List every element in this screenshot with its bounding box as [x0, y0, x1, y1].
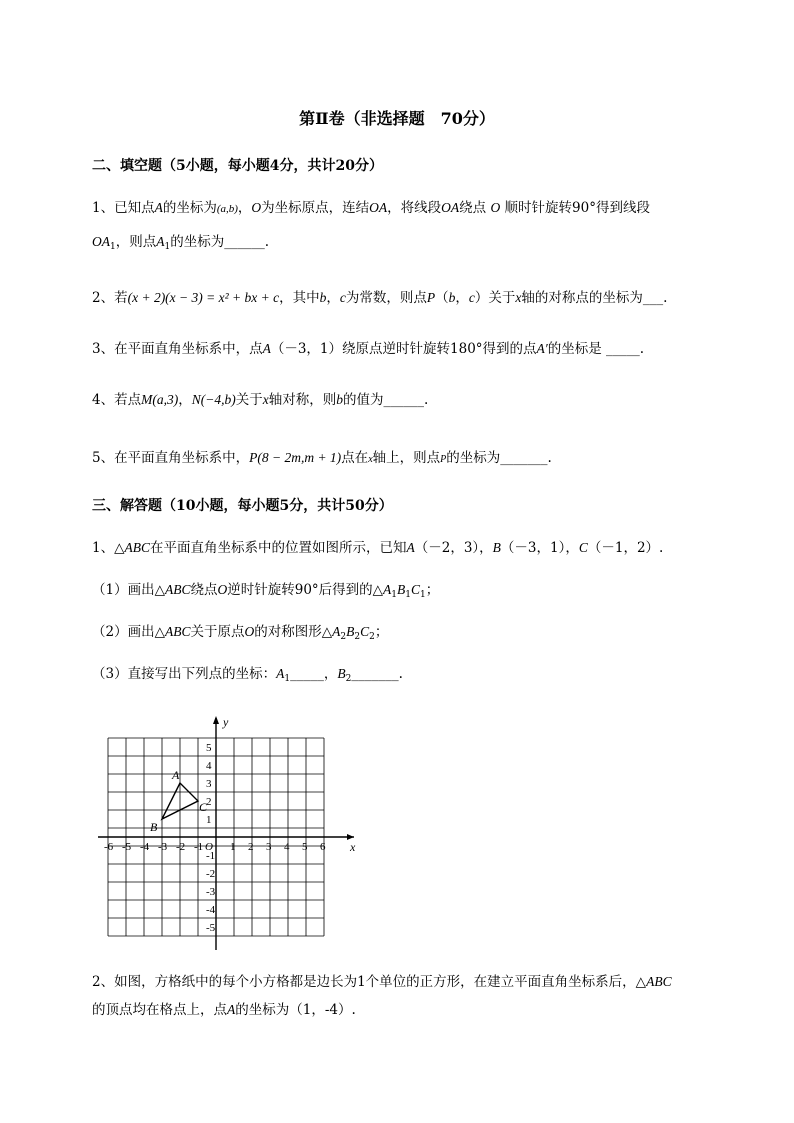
y-tick-label: 4 [206, 760, 212, 772]
text: ，其中 [279, 290, 320, 306]
text: ； [374, 624, 389, 640]
var: x [515, 290, 522, 305]
page-title: 第Ⅱ卷（非选择题 70分） [299, 109, 495, 128]
vertex-label-a: A [172, 768, 180, 782]
var: b [319, 290, 327, 305]
question-number: 2、 [92, 974, 115, 990]
var: x [262, 392, 269, 407]
x-tick-label: 2 [248, 841, 254, 853]
var: P [440, 454, 447, 465]
x-tick-label: -5 [122, 841, 132, 853]
var: B [346, 624, 355, 639]
question-number: 4、 [92, 392, 115, 408]
text: 顺时针旋转90°得到线段 [504, 200, 650, 216]
solve-q1-part3 [92, 664, 403, 689]
text: 若点 [114, 392, 142, 408]
text: 绕点 [459, 200, 487, 216]
text: 的坐标为 [162, 200, 217, 216]
question-number: 3、 [92, 341, 115, 357]
text: 的对称图形△ [254, 624, 333, 640]
fill-q1-line1 [92, 198, 650, 219]
y-tick-label: -1 [206, 850, 216, 862]
text: （－3，1）， [500, 540, 579, 556]
question-number: 5、 [92, 450, 115, 466]
solve-q2-line1 [92, 972, 672, 992]
fill-q2 [92, 288, 667, 308]
text: 在平面直角坐标系中的位置如图所示，已知 [149, 540, 407, 556]
text: 绕点 [190, 582, 218, 598]
text: 轴对称，则 [268, 392, 337, 408]
var: ABC [164, 582, 191, 597]
var: b [448, 290, 456, 305]
y-tick-label: 2 [206, 796, 212, 808]
answer-blank[interactable]: _____ [290, 666, 324, 682]
text: 为常数，则点 [345, 290, 427, 306]
subscript: 2 [369, 632, 375, 642]
x-tick-label: 4 [284, 841, 290, 853]
var: OA [92, 234, 110, 249]
var: A [332, 624, 341, 639]
x-tick-label: 5 [302, 841, 308, 853]
var: OA [441, 200, 460, 215]
question-number: 1、 [92, 200, 115, 216]
expression: P(8 − 2m,m + 1) [249, 450, 342, 465]
var: ABC [646, 974, 672, 989]
var: B [397, 582, 406, 597]
text: ， [237, 200, 252, 216]
subscript: 1 [284, 674, 291, 684]
y-tick-label: -3 [206, 886, 216, 898]
text: ）关于 [474, 290, 516, 306]
y-tick-label: -5 [206, 922, 216, 934]
y-axis-label: y [223, 715, 229, 729]
var: O [217, 582, 228, 597]
text: 的坐标为_______. [446, 450, 552, 466]
subscript: 1 [391, 590, 398, 600]
subscript: 2 [354, 632, 361, 642]
var: A [383, 582, 392, 597]
vertex-label-c: C [199, 800, 208, 814]
x-tick-label: -3 [158, 841, 168, 853]
var: ABC [124, 540, 150, 555]
text: 在平面直角坐标系中， [114, 450, 250, 466]
y-tick-label: -4 [206, 904, 216, 916]
text: 轴的对称点的坐标为___. [521, 290, 668, 306]
text: 轴上，则点 [372, 450, 441, 466]
text: 逆时针旋转90°后得到的△ [227, 582, 384, 598]
text: ，将线段 [387, 200, 442, 216]
section3-heading: 三、解答题（10小题，每小题5分，共计50分） [92, 498, 393, 514]
text: ， [178, 392, 192, 408]
text: （－1，2）. [587, 540, 664, 556]
var: O [244, 624, 255, 639]
var: O [490, 200, 501, 215]
text: ， [323, 666, 338, 682]
triangle-abc [150, 768, 208, 834]
expression: N(−4,b) [191, 392, 236, 407]
expression: M(a,3) [141, 392, 179, 407]
text: 在平面直角坐标系中，点 [114, 341, 263, 357]
text: 关于 [235, 392, 263, 408]
y-axis-arrow [213, 716, 219, 724]
subscript: 1 [405, 590, 412, 600]
answer-blank[interactable]: _______ [351, 666, 399, 682]
text: 的坐标为______. [170, 234, 270, 250]
subscript: 1 [110, 242, 116, 252]
var: A [154, 200, 163, 215]
var: A′ [536, 341, 548, 356]
tick-labels [104, 742, 326, 934]
var: OA [369, 200, 388, 215]
var: B [492, 540, 501, 555]
var: c [339, 290, 346, 305]
x-tick-label: 6 [320, 841, 326, 853]
subscript: 2 [340, 632, 347, 642]
x-tick-label: 3 [266, 841, 272, 853]
text: （3）直接写出下列点的坐标： [92, 666, 277, 682]
section2-heading: 二、填空题（5小题，每小题4分，共计20分） [92, 158, 383, 174]
text: （2）画出△ [92, 624, 165, 640]
subscript: 2 [345, 674, 352, 684]
var: A [276, 666, 285, 681]
solve-q2-line2 [92, 1000, 356, 1020]
x-tick-label: 1 [230, 841, 236, 853]
var: b [336, 392, 343, 407]
text: 的坐标为（1，-4）. [235, 1002, 356, 1018]
var: C [360, 624, 370, 639]
text: 已知点 [114, 200, 155, 216]
fill-q5 [92, 448, 552, 470]
text: （ [435, 290, 449, 306]
var: c [468, 290, 475, 305]
var: (a,b) [216, 203, 238, 215]
text: 为坐标原点，连结 [261, 200, 370, 216]
text: （－3，1）绕原点逆时针旋转180°得到的点 [270, 341, 537, 357]
y-tick-label: 1 [206, 814, 212, 826]
var: A [227, 1002, 236, 1017]
fill-q3 [92, 339, 644, 359]
text: （1）画出△ [92, 582, 165, 598]
coordinate-grid-figure [92, 712, 372, 952]
var: x [368, 454, 373, 465]
origin-label: O [205, 841, 213, 853]
y-tick-label: 3 [206, 778, 212, 790]
text: （－2，3）， [414, 540, 493, 556]
text: 如图，方格纸中的每个小方格都是边长为1个单位的正方形，在建立平面直角坐标系后，△ [114, 974, 647, 990]
var: A [406, 540, 415, 555]
var: C [578, 540, 588, 555]
var: O [251, 200, 262, 215]
text: ， [455, 290, 469, 306]
x-tick-label: -2 [176, 841, 186, 853]
text: ，则点 [115, 234, 157, 250]
fill-q4 [92, 390, 428, 410]
question-number: 1、 [92, 540, 115, 556]
text: 点在 [341, 450, 369, 466]
var: A [262, 341, 271, 356]
x-axis-label: x [350, 840, 356, 854]
text: 的值为______. [342, 392, 429, 408]
x-tick-label: -1 [194, 841, 204, 853]
text: 若 [114, 290, 128, 306]
expression: (x + 2)(x − 3) = x² + bx + c [127, 290, 280, 305]
y-tick-label: -2 [206, 868, 216, 880]
x-tick-label: -6 [104, 841, 114, 853]
var: C [411, 582, 421, 597]
vertex-label-b: B [150, 820, 158, 834]
text: 的坐标是 _____. [547, 341, 645, 357]
solve-q1-part2 [92, 622, 388, 647]
fill-q1-line2 [92, 232, 269, 257]
solve-q1-part1 [92, 580, 439, 605]
subscript: 1 [164, 242, 171, 252]
question-number: 2、 [92, 290, 115, 306]
var: ABC [164, 624, 191, 639]
y-tick-label: 5 [206, 742, 212, 754]
var: B [337, 666, 346, 681]
var: A [156, 234, 165, 249]
text: ； [425, 582, 440, 598]
text: 关于原点 [190, 624, 245, 640]
text: ， [326, 290, 340, 306]
x-tick-label: -4 [140, 841, 150, 853]
var: P [426, 290, 436, 305]
axes [98, 715, 356, 950]
subscript: 1 [420, 590, 426, 600]
text: △ [114, 540, 125, 556]
solve-q1-stem [92, 538, 663, 558]
text: . [398, 666, 403, 682]
text: 的顶点均在格点上，点 [92, 1002, 227, 1018]
